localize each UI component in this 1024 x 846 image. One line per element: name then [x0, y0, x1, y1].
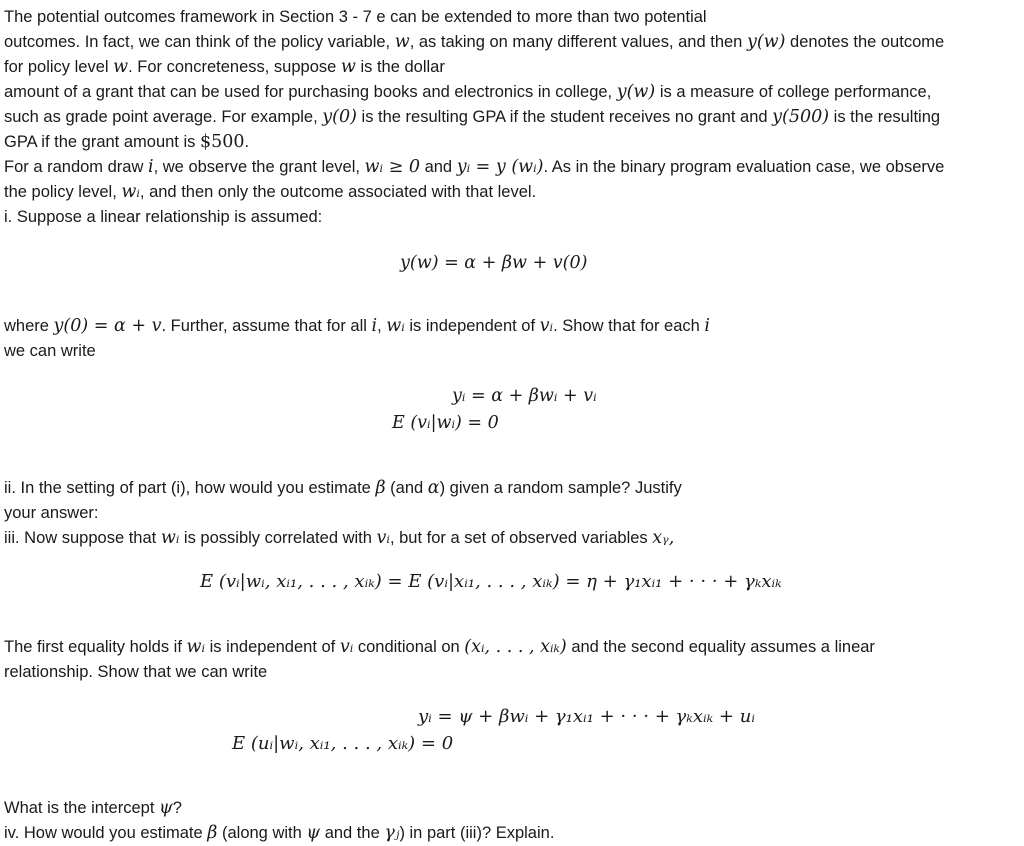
- where-line-2: we can write: [4, 342, 96, 360]
- equation-observed-outcome: yᵢ = α + βwᵢ + vᵢ: [452, 386, 597, 406]
- equation-linear-model: y(w) = α + βw + v(0): [400, 253, 588, 273]
- where-line-1: where y(0) = α + v. Further, assume that for all i, wᵢ is independent of vᵢ. Show that for each i: [4, 316, 711, 336]
- equation-error-mean-zero: E (uᵢ|wᵢ, xᵢ₁, . . . , xᵢₖ) = 0: [232, 733, 454, 754]
- intercept-question: What is the intercept ψ?: [4, 798, 182, 818]
- part-i-heading: i. Suppose a linear relationship is assumed:: [4, 208, 323, 226]
- text-line-5: such as grade point average. For example, y(0) is the resulting GPA if the student receives no grant and y(500) is the resulting: [4, 107, 941, 127]
- text-line-8: the policy level, wᵢ, and then only the outcome associated with that level.: [4, 182, 537, 202]
- first-equality-line-2: relationship. Show that we can write: [4, 663, 268, 681]
- text-line-6: GPA if the grant amount is $500.: [4, 132, 250, 152]
- text-line-1: The potential outcomes framework in Section 3 - 7 e can be extended to more than two potential: [4, 8, 707, 26]
- equation-augmented-model: yᵢ = ψ + βwᵢ + γ₁xᵢ₁ + · · · + γₖxᵢₖ + uᵢ: [418, 706, 755, 727]
- part-iv-line: iv. How would you estimate β (along with ψ and the γⱼ) in part (iii)? Explain.: [4, 823, 555, 843]
- part-iii-line: iii. Now suppose that wᵢ is possibly correlated with vᵢ, but for a set of observed variables xᵧ,: [4, 528, 675, 548]
- text-line-7: For a random draw i, we observe the grant level, wᵢ ≥ 0 and yᵢ = y (wᵢ). As in the binary program evaluation case, we observe: [4, 157, 945, 177]
- text-line-2: outcomes. In fact, we can think of the policy variable, w, as taking on many different values, and then y(w) denotes the outcome: [4, 32, 945, 52]
- text-line-4: amount of a grant that can be used for purchasing books and electronics in college, y(w) is a measure of college performance,: [4, 82, 932, 102]
- equation-conditional-mean-zero: E (vᵢ|wᵢ) = 0: [392, 413, 499, 433]
- part-ii-line-2: your answer:: [4, 504, 99, 522]
- part-ii-line-1: ii. In the setting of part (i), how would you estimate β (and α) given a random sample? Justify: [4, 478, 682, 498]
- text-line-3: for policy level w. For concreteness, suppose w is the dollar: [4, 57, 445, 77]
- equation-conditional-expectation: E (vᵢ|wᵢ, xᵢ₁, . . . , xᵢₖ) = E (vᵢ|xᵢ₁, . . . , xᵢₖ) = η + γ₁xᵢ₁ + · · · + γₖxᵢₖ: [200, 571, 782, 592]
- first-equality-line-1: The first equality holds if wᵢ is independent of vᵢ conditional on (xᵢ, . . . , xᵢₖ) and the second equality assumes a linear: [4, 637, 875, 657]
